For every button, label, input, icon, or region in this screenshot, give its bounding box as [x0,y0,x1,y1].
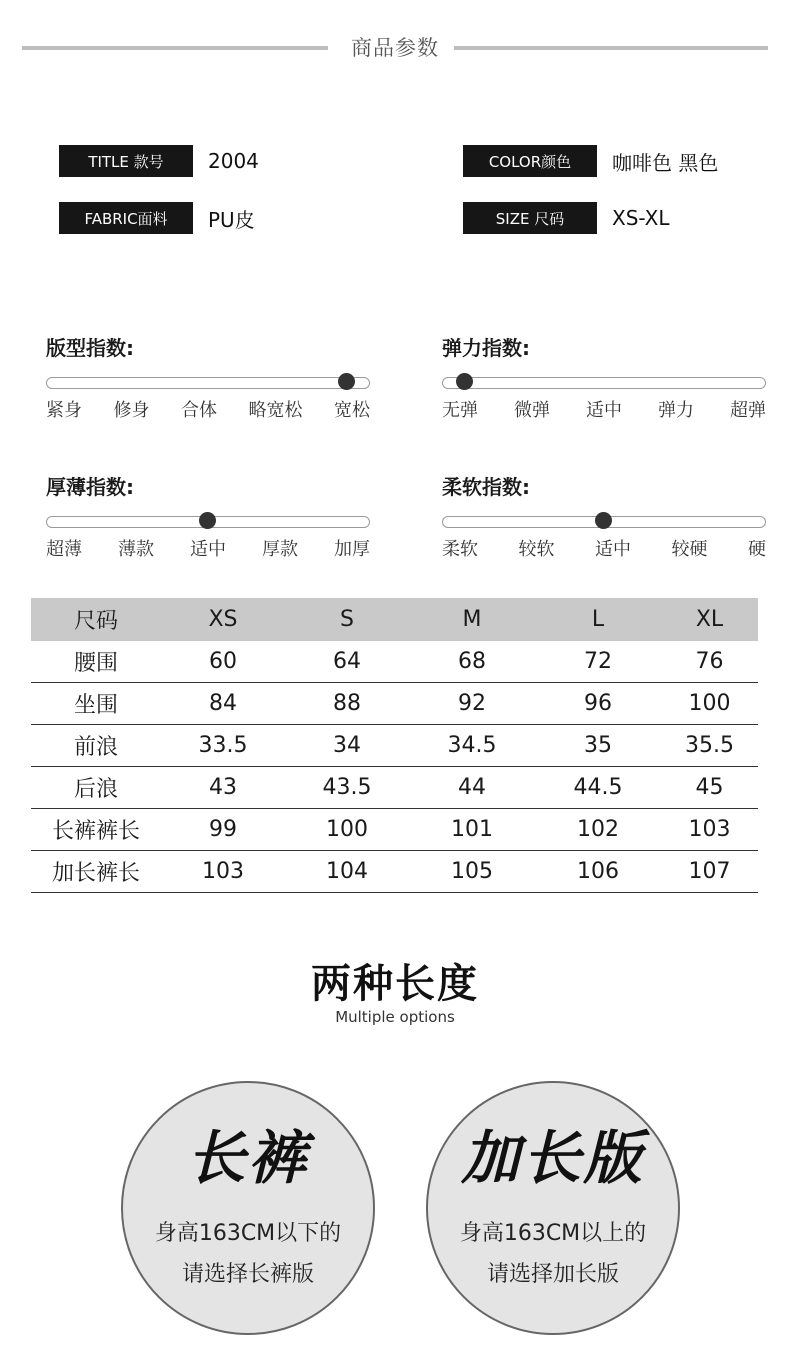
table-cell: 加长裤长 [31,851,161,893]
index-label: 适中 [586,400,622,421]
option-desc-line2: 请选择加长版 [486,1262,619,1287]
table-cell: 72 [535,641,661,683]
option-desc-line1: 身高163CM以上的 [459,1221,647,1246]
index-title: 弹力指数: [442,336,530,360]
index-label: 修身 [113,400,150,421]
index-label: 硬 [748,539,766,560]
index-track [442,516,766,528]
table-cell: 76 [661,641,758,683]
index-label: 弹力 [658,400,694,421]
table-cell: 68 [409,641,535,683]
table-cell: 103 [161,851,285,893]
table-cell: 105 [409,851,535,893]
table-cell: 84 [161,683,285,725]
option-desc-line1: 身高163CM以下的 [154,1221,342,1246]
table-cell: 坐围 [31,683,161,725]
index-knob [595,512,612,529]
table-cell: 43 [161,767,285,809]
table-cell: 103 [661,809,758,851]
table-row [31,767,758,809]
table-cell: 104 [285,851,409,893]
table-cell: 腰围 [31,641,161,683]
index-knob [199,512,216,529]
index-knob [456,373,473,390]
option-regular-length [121,1081,375,1335]
index-label: 薄款 [118,539,154,560]
index-label: 合体 [181,400,217,421]
table-header: 尺码 [31,598,161,641]
page-title: 商品参数 [351,36,439,60]
param-title [59,145,259,177]
table-cell: 34 [285,725,409,767]
table-header-row [31,598,758,641]
index-label: 适中 [595,539,631,560]
index-track [46,377,370,389]
param-tag: FABRIC面料 [59,202,193,234]
option-extra-long [426,1081,680,1335]
table-cell: 44.5 [535,767,661,809]
section-title: 两种长度 [311,961,479,1007]
table-row [31,641,758,683]
table-cell: 92 [409,683,535,725]
index-label: 超薄 [46,539,82,560]
table-cell: 35.5 [661,725,758,767]
table-header: XS [161,598,285,641]
param-value: PU皮 [208,207,255,232]
table-cell: 99 [161,809,285,851]
param-value: 2004 [208,149,259,173]
index-label: 无弹 [442,400,478,421]
table-cell: 101 [409,809,535,851]
table-cell: 33.5 [161,725,285,767]
index-track [46,516,370,528]
table-cell: 64 [285,641,409,683]
param-fabric [59,202,255,234]
index-label: 略宽松 [248,400,303,421]
index-label: 加厚 [334,539,370,560]
option-desc-line2: 请选择长裤版 [181,1262,314,1287]
option-name: 加长版 [461,1124,645,1192]
table-cell: 45 [661,767,758,809]
table-cell: 前浪 [31,725,161,767]
index-label: 厚款 [262,539,298,560]
index-label: 柔软 [442,539,478,560]
table-cell: 106 [535,851,661,893]
table-cell: 102 [535,809,661,851]
param-tag: SIZE 尺码 [463,202,597,234]
table-header: XL [661,598,758,641]
index-label: 紧身 [46,400,82,421]
index-label: 适中 [190,539,226,560]
fit-index [46,333,370,422]
table-cell: 60 [161,641,285,683]
param-value: 咖啡色 黑色 [612,150,719,175]
section-subtitle: Multiple options [335,1008,455,1026]
index-title: 厚薄指数: [46,475,134,499]
index-track [442,377,766,389]
index-label: 超弹 [730,400,766,421]
index-knob [338,373,355,390]
table-cell: 44 [409,767,535,809]
table-cell: 43.5 [285,767,409,809]
table-header: L [535,598,661,641]
index-label: 微弹 [514,400,550,421]
table-cell: 后浪 [31,767,161,809]
table-header: M [409,598,535,641]
table-cell: 35 [535,725,661,767]
table-cell: 100 [285,809,409,851]
elasticity-index [442,333,766,422]
table-cell: 34.5 [409,725,535,767]
param-tag: COLOR颜色 [463,145,597,177]
size-table [31,598,758,893]
table-cell: 96 [535,683,661,725]
table-header: S [285,598,409,641]
table-cell: 100 [661,683,758,725]
index-title: 版型指数: [46,336,134,360]
table-row [31,851,758,893]
softness-index [442,472,766,561]
table-cell: 88 [285,683,409,725]
table-row [31,683,758,725]
table-cell: 107 [661,851,758,893]
index-label: 宽松 [334,400,370,421]
index-label: 较软 [518,539,555,560]
param-size [463,202,669,234]
option-name: 长裤 [186,1124,309,1192]
table-row [31,809,758,851]
param-value: XS-XL [612,206,670,230]
param-color [463,145,718,177]
param-tag: TITLE 款号 [59,145,193,177]
index-title: 柔软指数: [442,475,530,499]
table-row [31,725,758,767]
table-cell: 长裤裤长 [31,809,161,851]
index-label: 较硬 [671,539,708,560]
thickness-index [46,472,370,561]
